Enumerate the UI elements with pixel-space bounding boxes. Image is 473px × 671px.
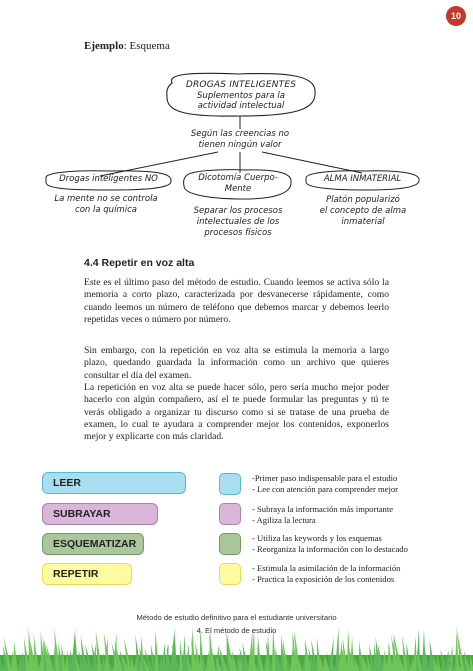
section-title: 4.4 Repetir en voz alta — [84, 257, 195, 269]
branch-title-center-2: Mente — [224, 184, 252, 194]
branch-title-left: Drogas inteligentes NO — [59, 174, 158, 184]
branch-note-right-3: inmaterial — [341, 217, 385, 227]
legend-desc-esquematizar — [252, 533, 408, 554]
paragraph-1: Este es el último paso del método de estudio. Cuando leemos se activa sólo la memoria a corto plazo, caracterizada por desvanecerse rápidamente, como cuando leemos un número de teléfono que debemos marcar y debemos leerlo repetidas veces o número por número. — [84, 277, 389, 325]
example-text: Esquema — [129, 40, 170, 52]
legend-desc-repetir-line-1: - Estimula la asimilación de la información — [252, 563, 401, 573]
legend-desc-esquematizar-line-2: - Reorganiza la información con lo destacado — [252, 543, 408, 554]
example-heading: Ejemplo: Esquema — [84, 40, 170, 52]
root-subtitle-2: actividad intelectual — [197, 101, 285, 111]
grass-blade — [182, 634, 186, 671]
legend-desc-subrayar-line-1: - Subraya la información más importante — [252, 504, 394, 514]
branch-title-center-1: Dicotomía Cuerpo- — [198, 173, 278, 183]
connector-text-1: Según las creencias no — [190, 129, 290, 139]
branch-note-center-1: Separar los procesos — [193, 206, 283, 216]
legend-desc-leer — [252, 473, 398, 494]
legend-swatch-leer — [219, 473, 241, 495]
page-number-badge: 10 — [446, 6, 466, 26]
legend-desc-subrayar — [252, 504, 393, 525]
root-subtitle-1: Suplementos para la — [197, 91, 285, 101]
footer-line-1: Método de estudio definitivo para el estudiante universitario — [136, 613, 337, 622]
legend-swatch-esquematizar — [219, 533, 241, 555]
branch-line-right — [262, 152, 362, 173]
branch-note-left-2: con la química — [75, 205, 137, 215]
root-title: DROGAS INTELIGENTES — [185, 80, 297, 90]
legend-swatch-repetir — [219, 563, 241, 585]
footer-line-2: 4. El método de estudio — [196, 626, 277, 635]
branch-note-right-2: el concepto de alma — [319, 206, 407, 216]
paragraph-2: Sin embargo, con la repetición en voz alta se estimula la memoria a largo plazo, quedando guardada la información como un archivo que quieres consultar el día del examen. — [84, 345, 389, 381]
branch-note-right-1: Platón popularizó — [326, 195, 400, 205]
legend-desc-subrayar-line-2: - Agiliza la lectura — [252, 514, 316, 525]
branch-note-center-2: intelectuales de los — [196, 217, 280, 227]
branch-note-center-3: procesos físicos — [204, 228, 272, 238]
connector-text-2: tienen ningún valor — [198, 140, 282, 150]
legend-button-leer: LEER — [42, 472, 186, 494]
legend-button-repetir: REPETIR — [42, 563, 132, 585]
grass-decoration — [0, 600, 473, 671]
legend-swatch-subrayar — [219, 503, 241, 525]
grass-blade — [155, 630, 159, 671]
legend-desc-leer-line-2: - Lee con atención para comprender mejor — [252, 483, 399, 494]
example-label: Ejemplo — [84, 40, 124, 52]
legend-desc-repetir — [252, 563, 400, 584]
legend-button-subrayar: SUBRAYAR — [42, 503, 158, 525]
legend-button-esquematizar: ESQUEMATIZAR — [42, 533, 144, 555]
branch-title-right: ALMA INMATERIAL — [323, 174, 402, 184]
branch-note-left-1: La mente no se controla — [54, 194, 158, 204]
legend-desc-esquematizar-line-1: - Utiliza las keywords y los esquemas — [252, 533, 382, 543]
legend-desc-repetir-line-2: - Practica la exposición de los contenidos — [252, 573, 395, 584]
legend-desc-leer-line-1: -Primer paso indispensable para el estudio — [252, 473, 398, 483]
paragraph-3: La repetición en voz alta se puede hacer sólo, pero sería mucho mejor poder hacerlo con algún compañero, así el te puede formular las preguntas y tú te verás obligado a organizar tu discurso como si se tratase de una prueba de examen, lo cual te ayudara a comprender mejor los contenidos, exponerlos mejor y explicarte con más claridad. — [84, 382, 389, 443]
